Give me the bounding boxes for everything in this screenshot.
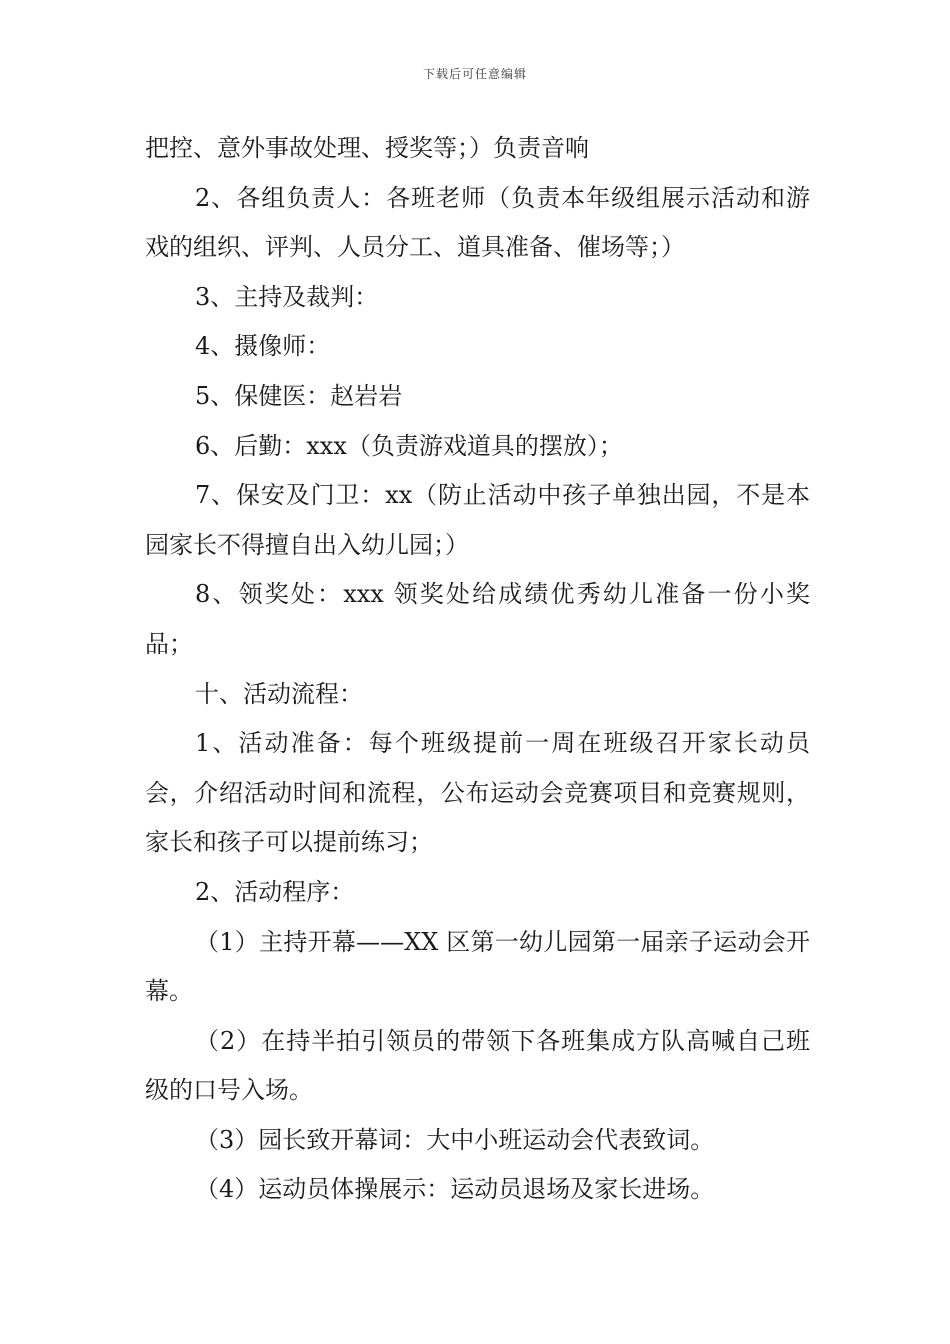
paragraph-opening-speech: （3）园长致开幕词：大中小班运动会代表致词。 bbox=[195, 1125, 715, 1154]
paragraph-activity-procedure: 2、活动程序： bbox=[195, 877, 355, 906]
paragraph-award-desk: 8、领奖处：xxx 领奖处给成绩优秀幼儿准备一份小奖品； bbox=[145, 580, 810, 658]
paragraph-group-leaders: 2、各组负责人：各班老师（负责本年级组展示活动和游戏的组织、评判、人员分工、道具准备、催场等；） bbox=[145, 183, 810, 262]
paragraph-march-in: （2）在持半拍引领员的带领下各班集成方队高喊自己班级的口号入场。 bbox=[145, 1026, 810, 1105]
paragraph-security: 7、保安及门卫：xx（防止活动中孩子单独出园，不是本园家长不得擅自出入幼儿园；） bbox=[145, 481, 810, 559]
paragraph-host-referee: 3、主持及裁判： bbox=[195, 282, 379, 311]
section-heading-activity-flow: 十、活动流程： bbox=[195, 679, 363, 708]
paragraph-opening: （1）主持开幕——XX 区第一幼儿园第一届亲子运动会开幕。 bbox=[145, 927, 810, 1006]
paragraph-continuation: 把控、意外事故处理、授奖等；）负责音响 bbox=[145, 134, 589, 162]
paragraph-gymnastics: （4）运动员体操展示：运动员退场及家长进场。 bbox=[195, 1175, 715, 1204]
paragraph-health-doctor: 5、保健医：赵岩岩 bbox=[195, 381, 403, 410]
page-header-note: 下载后可任意编辑 bbox=[422, 67, 527, 81]
paragraph-photographer: 4、摄像师： bbox=[195, 332, 331, 361]
paragraph-logistics: 6、后勤：xxx（负责游戏道具的摆放）； bbox=[195, 431, 623, 460]
document-body bbox=[145, 124, 810, 1215]
paragraph-activity-prep: 1、活动准备：每个班级提前一周在班级召开家长动员会，介绍活动时间和流程，公布运动会竞赛项目和竞赛规则，家长和孩子可以提前练习； bbox=[145, 729, 810, 857]
